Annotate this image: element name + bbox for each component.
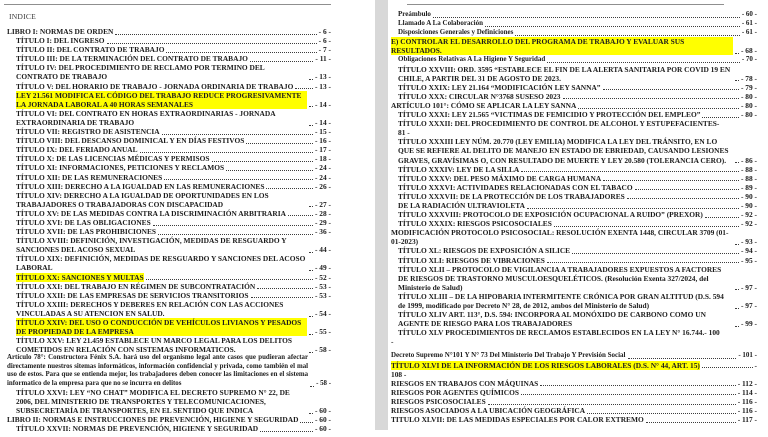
toc-entry-label-highlighted: LEY 21.561 MODIFICA EL CÓDIGO DEL TRABAJO REDUCE PROGRESIVAMENTE LA JORNADA LABORAL A 40 HORAS SEMANALES xyxy=(16,91,307,109)
page-number: - 93 - xyxy=(740,237,757,247)
toc-entry xyxy=(391,55,757,64)
toc-entry xyxy=(391,388,757,397)
dot-leader xyxy=(266,188,313,189)
page-number: - 101 - xyxy=(738,351,757,360)
toc-entry xyxy=(391,201,757,210)
page-number: - 17 - xyxy=(314,145,331,155)
toc-entry-label: TÍTULO XXXVI: ACTIVIDADES RELACIONADAS CON EL TABACO xyxy=(398,182,633,192)
toc-entry-label: TÍTULO IX: DEL FERIADO ANUAL xyxy=(16,145,138,155)
toc-entry xyxy=(7,82,331,91)
toc-entry-label: TITULO XLVII: DE LAS MEDIDAS ESPECIALES POR CALOR EXTREMO xyxy=(391,415,644,425)
toc-entry xyxy=(7,109,331,127)
toc-entry-label: TÍTULO IV: DEL PROCEDIMIENTO DE RECLAMO POR TERMINO DEL CONTRATO DE TRABAJO xyxy=(16,63,265,82)
dot-leader xyxy=(735,289,739,290)
toc-entry-label: TÍTULO XLII – PROTOCOLO DE VIGILANCIA A TRABAJADORES EXPUESTOS A FACTORES DE RIESGOS DE TRASTORNO MUSCULOESQUELÉTICOS. (Resolución Exenta 327/2024, del Ministerio de Salud) xyxy=(398,264,722,292)
toc-entry xyxy=(7,388,331,415)
toc-entry-label: LIBRO I: NORMAS DE ORDEN xyxy=(7,27,114,36)
page-number: - 90 - xyxy=(740,191,757,201)
toc-entry-label-highlighted: E) CONTROLAR EL DESARROLLO DEL PROGRAMA DE TRABAJO Y EVALUAR SUS RESULTADOS. xyxy=(391,37,733,55)
toc-entry xyxy=(7,424,331,433)
dot-leader xyxy=(250,61,313,62)
page-number: - 94 - xyxy=(740,246,757,256)
page-number: - 44 - xyxy=(314,245,331,255)
toc-entry-label: TÍTULO XXXIV: LEY DE LA SILLA xyxy=(398,164,520,174)
dot-leader xyxy=(309,352,313,353)
dot-leader xyxy=(702,367,753,368)
toc-entry xyxy=(7,136,331,145)
toc-entry-label: TÍTULO XXI: DEL TRABAJO EN RÉGIMEN DE SUBCONTRATACIÓN xyxy=(16,281,256,291)
toc-entry-label: TÍTULO XII: DE LAS REMUNERACIONES xyxy=(16,172,163,182)
page-number: - 97 - xyxy=(740,301,757,310)
page-number: - 68 - xyxy=(740,46,757,56)
toc-entry xyxy=(7,291,331,300)
toc-entry-label: TÍTULO XXVI: LEY “NO CHAT” MODIFICA EL DECRETO SUPREMO N° 22, DE 2006, DEL MINISTERIO DE TRANSPORTES Y TELECOMUNICACIONES, SUBSECRETARÍA DE TRANSPORTES, EN EL SENTIDO QUE INDICA xyxy=(16,388,290,416)
toc-entry xyxy=(391,219,757,228)
dot-leader xyxy=(309,252,313,253)
page-number: - 70 - xyxy=(741,55,757,64)
page-number: - 29 - xyxy=(314,217,331,227)
toc-entry-label: RIESGOS ASOCIADOS A LA UBICACIÓN GEOGRÁFICA xyxy=(391,406,586,416)
page-number: - 24 - xyxy=(314,172,331,182)
toc-entry-label: TÍTULO XXXV: DEL PESO MÁXIMO DE CARGA HUMANA xyxy=(398,173,602,183)
dot-leader xyxy=(527,208,739,209)
toc-entry xyxy=(7,209,331,218)
toc-entry-label: TÍTULO II: DEL CONTRATO DE TRABAJO xyxy=(16,45,165,55)
page-left xyxy=(0,0,375,437)
toc-entry xyxy=(391,128,757,137)
toc-entry xyxy=(7,273,331,282)
toc-entry-label: - xyxy=(391,337,394,347)
dot-leader xyxy=(164,179,313,180)
toc-entry xyxy=(391,19,757,28)
dot-leader xyxy=(547,62,740,63)
toc-entry xyxy=(391,256,757,265)
toc-entry-label: RIESGOS EN TRABAJOS CON MÁQUINAS xyxy=(391,378,539,388)
page-number: - 58 - xyxy=(314,345,331,355)
toc-entry-label: 108 - xyxy=(391,369,407,379)
toc-entry-label: Llamado A La Colaboración xyxy=(398,19,483,28)
toc-entry xyxy=(391,370,757,379)
page-number: - 60 - xyxy=(314,415,331,425)
toc-right-column xyxy=(388,10,768,424)
toc-entry-label: TÍTULO XXX: CIRCULAR N°3768 SUSESO 2023 xyxy=(398,91,561,101)
dot-leader xyxy=(603,89,739,90)
toc-entry-label: Decreto Supremo N°101 Y N° 73 Del Ministerio Del Trabajo Y Previsión Social xyxy=(391,351,626,360)
dot-leader xyxy=(627,198,739,199)
page-number: - 80 - xyxy=(740,110,757,120)
page-number: - 114 - xyxy=(737,387,757,397)
page-number: - 27 - xyxy=(314,199,331,209)
toc-entry-label-highlighted: TÍTULO XX: SANCIONES Y MULTAS xyxy=(16,272,144,282)
dot-leader xyxy=(485,26,740,27)
page-number: - 49 - xyxy=(314,263,331,273)
toc-entry-label: Disposiciones Generales y Definiciones xyxy=(398,28,514,37)
page-number: - 28 - xyxy=(314,208,331,218)
toc-entry-label: Preámbulo xyxy=(398,10,431,18)
page-number: - 26 - xyxy=(314,181,331,191)
toc-entry xyxy=(391,265,757,292)
toc-entry-label: TÍTULO XV: DE LAS MEDIDAS CONTRA LA DISCRIMINACIÓN ARBITRARIA xyxy=(16,208,286,218)
toc-entry-label-highlighted: TÍTULO XLVI DE LA INFORMACIÓN DE LOS RIESGOS LABORALES (D.S. N° 44, ART. 15) xyxy=(391,360,700,370)
toc-entry-label: TÍTULO XI: INFORMACIONES, PETICIONES Y RECLAMOS xyxy=(16,163,225,173)
toc-entry xyxy=(391,37,757,55)
toc-entry xyxy=(391,228,757,246)
dot-leader xyxy=(288,215,313,216)
toc-entry-label: TÍTULO XIV: DERECHO A LA IGUALDAD DE OPORTUNIDADES EN LOS TRABAJADORES O TRABAJADORAS CON DISCAPACIDAD xyxy=(16,190,269,209)
toc-entry-label: ARTÍCULO 101°: CÓMO SE APLICAR LA LEY SANNA xyxy=(391,100,577,110)
toc-entry-label: TÍTULO I: DEL INGRESO xyxy=(16,36,105,46)
dot-leader xyxy=(735,53,739,54)
dot-leader xyxy=(309,79,313,80)
page-number: - xyxy=(754,360,757,370)
dot-leader xyxy=(547,262,739,263)
header-rule-right xyxy=(407,4,724,5)
toc-entry xyxy=(391,210,757,219)
page-number: - 18 - xyxy=(314,154,331,164)
toc-entry xyxy=(7,218,331,227)
dot-leader xyxy=(735,308,739,309)
page-number: - 14 - xyxy=(314,117,331,127)
dot-leader xyxy=(309,125,313,126)
page-number: - 89 - xyxy=(740,182,757,192)
toc-entry xyxy=(7,27,331,36)
toc-entry-label: TÍTULO V: DEL HORARIO DE TRABAJO - JORNADA ORDINARIA DE TRABAJO xyxy=(16,81,294,91)
dot-leader xyxy=(309,270,313,271)
toc-entry xyxy=(7,415,331,424)
toc-entry-label: TÍTULO VII: REGISTRO DE ASISTENCIA xyxy=(16,127,160,137)
toc-entry-label: 81 - xyxy=(398,128,410,138)
toc-entry xyxy=(7,182,331,191)
dot-leader xyxy=(162,134,313,135)
toc-left-column xyxy=(0,27,375,433)
page-number: - 80 - xyxy=(740,91,757,101)
dot-leader xyxy=(246,143,313,144)
toc-entry-label: TÍTULO XXVIII: ORD. 3595 “ESTABLECE EL FIN DE LA ALERTA SANITARIA POR COVID 19 EN CHILE, A PARTIR DEL 31 DE AGOSTO DE 2023. xyxy=(398,64,731,83)
dot-leader xyxy=(212,161,313,162)
toc-entry xyxy=(7,145,331,154)
page-number: - 116 - xyxy=(737,396,757,406)
dot-leader xyxy=(140,152,313,153)
toc-entry xyxy=(7,45,331,54)
toc-entry xyxy=(391,110,757,119)
page-right xyxy=(388,0,768,437)
toc-entry xyxy=(7,191,331,209)
dot-leader xyxy=(158,234,313,235)
dot-leader xyxy=(257,288,313,289)
toc-entry xyxy=(391,246,757,255)
page-number: - 99 - xyxy=(740,319,757,329)
toc-entry xyxy=(391,28,757,37)
page-number: - 52 - xyxy=(314,272,331,282)
toc-entry xyxy=(391,92,757,101)
toc-entry xyxy=(391,337,757,346)
toc-entry xyxy=(391,101,757,110)
page-number: - 6 - xyxy=(318,27,331,36)
toc-entry xyxy=(391,192,757,201)
page-number: - 90 - xyxy=(740,200,757,210)
dot-leader xyxy=(554,226,739,227)
toc-entry xyxy=(391,397,757,406)
toc-entry-label: TÍTULO XXIII: DERECHOS Y DEBERES EN RELACIÓN CON LAS ACCIONES VINCULADAS A SU ATENCION EN SALUD. xyxy=(16,299,284,318)
toc-entry-label: TÍTULO XLI: RIESGOS DE VIBRACIONES xyxy=(398,255,545,265)
toc-entry-label: TÍTULO XXXI: LEY 21.565 “VICTIMAS DE FEMICIDIO Y PROTECCIÓN DEL EMPLEO” xyxy=(398,110,701,120)
toc-entry xyxy=(391,165,757,174)
page-number: - 88 - xyxy=(740,173,757,183)
dot-leader xyxy=(153,225,313,226)
page-number: - 16 - xyxy=(314,136,331,146)
dot-leader xyxy=(515,35,740,36)
toc-entry xyxy=(391,174,757,183)
toc-entry xyxy=(391,292,757,310)
toc-entry-label: Obligaciones Relativas A La Higiene Y Seguridad xyxy=(398,55,546,64)
page-number: - 88 - xyxy=(740,164,757,174)
dot-leader xyxy=(521,394,736,395)
dot-leader xyxy=(603,180,739,181)
page-number: - 53 - xyxy=(314,290,331,300)
dot-leader xyxy=(309,206,313,207)
toc-entry-label: TÍTULO XXVII: NORMAS DE PREVENCIÓN, HIGIENE Y SEGURIDAD xyxy=(16,424,259,434)
page-number: - 53 - xyxy=(314,281,331,291)
toc-entry-label: TÍTULO XL: RIESGOS DE EXPOSICIÓN A SILICE xyxy=(398,246,571,256)
page-number: - 55 - xyxy=(314,327,331,337)
page-number: - 80 - xyxy=(740,100,757,110)
page-number: - 36 - xyxy=(314,227,331,237)
toc-entry xyxy=(391,10,757,19)
dot-leader xyxy=(146,279,313,280)
page-number: - 24 - xyxy=(314,163,331,173)
toc-entry xyxy=(391,361,757,370)
index-heading: INDICE xyxy=(9,12,36,21)
dot-leader xyxy=(300,422,313,423)
page-number: - 58 - xyxy=(316,379,331,387)
dot-leader xyxy=(166,52,316,53)
toc-entry xyxy=(391,328,757,337)
page-number: - 78 - xyxy=(740,73,757,83)
toc-entry xyxy=(391,310,757,328)
toc-entry xyxy=(7,163,331,172)
page-number: - 97 - xyxy=(740,282,757,292)
toc-entry-label: TÍTULO XIX: DEFINICIÓN, MEDIDAS DE RESGUARDO Y SANCIONES DEL ACOSO LABORAL xyxy=(16,254,306,273)
toc-entry-label: Artículo 78°: Constructora Fénix S.A. hará uso del organismo legal ante casos que pudieran afectar directamente nuestros sitemas informáticos, información confidencial y privada, como también el mal uso de estos. Para que se entienda mejor, los trabajadores deben conocer las limitaciones en el sistema informatico de la empresa para que no se incurra en delitos xyxy=(7,354,309,387)
page-number: - 15 - xyxy=(314,127,331,137)
toc-entry xyxy=(391,137,757,164)
page-number: - 60 - xyxy=(314,424,331,434)
dot-leader xyxy=(735,162,739,163)
toc-entry-label: TÍTULO XVIII: DEFINICIÓN, INVESTIGACIÓN, MEDIDAS DE RESGUARDO Y SANCIONES DEL ACOSO SEXUAL xyxy=(16,236,287,255)
toc-entry xyxy=(391,379,757,388)
page-number: - 92 - xyxy=(740,210,757,220)
dot-leader xyxy=(572,253,739,254)
toc-entry-label: TÍTULO XVII: DE LAS PROHIBICIONES xyxy=(16,227,157,237)
toc-entry xyxy=(7,54,331,63)
toc-entry xyxy=(391,406,757,415)
dot-leader xyxy=(107,43,317,44)
dot-leader xyxy=(295,88,313,89)
page-number: - 61 - xyxy=(741,28,757,37)
toc-entry-label: TÍTULO X: DE LAS LICENCIAS MÉDICAS Y PERMISOS xyxy=(16,154,210,164)
toc-entry-label: TÍTULO XLV PROCEDIMIENTOS DE RECLAMOS ESTABLECIDOS EN LA LEY N° 16.744.- 100 xyxy=(398,328,720,338)
toc-entry-label: TÍTULO XVI: DE LAS OBLIGACIONES xyxy=(16,217,151,227)
dot-leader xyxy=(309,334,313,335)
toc-entry-label: TÍTULO VI: DEL CONTRATO EN HORAS EXTRAORDINARIAS - JORNADA EXTRAORDINARIA DE TRABAJO xyxy=(16,108,276,127)
page-number: - 60 - xyxy=(314,406,331,416)
toc-entry-label: DE LA RADIACIÓN ULTRAVIOLETA xyxy=(398,200,525,210)
toc-entry xyxy=(7,227,331,236)
page-number: - 117 - xyxy=(737,415,757,425)
toc-entry xyxy=(391,83,757,92)
page-gutter xyxy=(375,0,388,430)
dot-leader xyxy=(587,413,736,414)
page-number: - 13 - xyxy=(314,81,331,91)
toc-entry-label: TÍTULO XIII: DERECHO A LA IGUALDAD EN LAS REMUNERACIONES xyxy=(16,181,265,191)
toc-entry xyxy=(7,127,331,136)
dot-leader xyxy=(521,171,739,172)
toc-entry xyxy=(391,183,757,192)
toc-entry xyxy=(7,173,331,182)
page-number: - 79 - xyxy=(740,82,757,92)
dot-leader xyxy=(309,413,313,414)
dot-leader xyxy=(260,431,313,432)
toc-entry xyxy=(391,415,757,424)
dot-leader xyxy=(540,385,735,386)
toc-entry xyxy=(7,354,331,388)
toc-entry xyxy=(7,91,331,109)
dot-leader xyxy=(563,98,739,99)
toc-entry xyxy=(7,318,331,336)
page-number: - 92 - xyxy=(740,219,757,229)
dot-leader xyxy=(578,108,739,109)
page-number: - 54 - xyxy=(314,308,331,318)
toc-entry-label-highlighted: TÍTULO XXIV: DEL USO O CONDUCCIÓN DE VEHÍCULOS LIVIANOS Y PESADOS DE PROPIEDAD DE LA EMPRESA xyxy=(16,318,307,336)
page-number: - 11 - xyxy=(315,54,331,64)
toc-entry-label: TÍTULO XXIX: LEY 21.164 “MODIFICACIÓN LEY SANNA” xyxy=(398,82,601,92)
toc-entry xyxy=(7,63,331,81)
toc-entry-label: TÍTULO XXV: LEY 21.459 ESTABLECE UN MARCO LEGAL PARA LOS DELITOS COMETIDOS EN RELACIÓN CON SISTEMAS INFORMATICOS. xyxy=(16,336,293,355)
toc-entry-label: TÍTULO XXXIII LEY NÚM. 20.770 (LEY EMILIA) MODIFICA LA LEY DEL TRÁNSITO, EN LO QUE SE REFIERE AL DELITO DE MANEJO EN ESTADO DE EBRIEDAD, CAUSANDO LESIONES GRAVES, GRAVÍSIMAS O, CON RESULTADO DE MUERTE Y LEY 20.580 (TOLERANCIA CERO). xyxy=(398,137,729,165)
toc-entry-label: RIESGOS POR AGENTES QUÍMICOS xyxy=(391,387,519,397)
toc-entry xyxy=(7,36,331,45)
dot-leader xyxy=(226,170,313,171)
dot-leader xyxy=(702,117,739,118)
page-number: - 60 - xyxy=(741,10,757,18)
page-number: - 6 - xyxy=(318,36,331,46)
page-number: - 61 - xyxy=(741,19,757,28)
toc-entry xyxy=(7,254,331,272)
dot-leader xyxy=(309,316,313,317)
toc-entry-label: TÍTULO XXXIX: RIESGOS PSICOSOCIALES xyxy=(398,219,552,229)
toc-entry xyxy=(7,282,331,291)
page-number: - 116 - xyxy=(737,406,757,416)
toc-entry xyxy=(391,351,757,360)
dot-leader xyxy=(488,404,736,405)
toc-entry-label: TÍTULO XXXVII: DE LA PROTECCIÓN DE LOS TRABAJADORES xyxy=(398,191,625,201)
toc-entry-label: LIBRO II: NORMAS E INSTRUCCIONES DE PREVENCIÓN, HIGIENE Y SEGURIDAD xyxy=(7,415,299,425)
toc-entry xyxy=(7,236,331,254)
dot-leader xyxy=(251,297,313,298)
page-number: - 13 - xyxy=(314,72,331,82)
toc-entry xyxy=(391,119,757,128)
dot-leader xyxy=(735,326,739,327)
toc-entry-label: TÍTULO XLIII – DE LA HIPOBARIA INTERMITENTE CRÓNICA POR GRAN ALTITUD (D.S. 594 de 1999, modificado por Decreto N° 28, de 2012, ambos del Ministerio de Salud) xyxy=(398,291,724,310)
toc-entry-label: TÍTULO VIII: DEL DESCANSO DOMINICAL Y EN DÍAS FESTIVOS xyxy=(16,136,245,146)
page-number: - 14 - xyxy=(314,99,331,109)
toc-entry xyxy=(7,336,331,354)
dot-leader xyxy=(635,189,739,190)
toc-entry-label: MODIFICACIÓN PROTOCOLO PSICOSOCIAL: RESOLUCIÓN EXENTA 1448, CIRCULAR 3709 (01-01-2023) xyxy=(391,228,729,247)
toc-entry-label: TÍTULO III: DE LA TERMINACIÓN DEL CONTRATO DE TRABAJO xyxy=(16,54,248,64)
dot-leader xyxy=(646,422,736,423)
page-number: - 7 - xyxy=(318,45,331,55)
dot-leader xyxy=(310,386,314,387)
dot-leader xyxy=(309,106,313,107)
toc-entry-label: TÍTULO XLIV ART. 113°, D.S. 594: INCORPORA AL MONÓXIDO DE CARBONO COMO UN AGENTE DE RIESGO PARA LOS TRABAJADORES xyxy=(398,310,706,329)
dot-leader xyxy=(628,358,737,359)
dot-leader xyxy=(735,244,739,245)
dot-leader xyxy=(705,217,739,218)
toc-entry-label: TÍTULO XXXVIII: PROTOCOLO DE EXPOSICIÓN OCUPACIONAL A RUIDO” (PREXOR) xyxy=(398,210,703,220)
header-rule-left xyxy=(4,4,331,5)
toc-entry-label: RIESGOS PSICOSOCIALES xyxy=(391,396,486,406)
dot-leader xyxy=(735,80,739,81)
toc-entry xyxy=(391,65,757,83)
toc-entry xyxy=(7,300,331,318)
page-number: - 95 - xyxy=(740,255,757,265)
toc-entry-label: TÍTULO XXXII: DEL PROCEDIMIENTO DE CONTROL DE ALCOHOL Y ESTUPEFACIENTES- xyxy=(398,119,720,129)
page-number: - 86 - xyxy=(740,155,757,165)
toc-entry-label: TÍTULO XXII: DE LAS EMPRESAS DE SERVICIOS TRANSITORIOS xyxy=(16,290,249,300)
page-number: - 112 - xyxy=(737,378,757,388)
dot-leader xyxy=(433,17,740,18)
dot-leader xyxy=(115,34,316,35)
